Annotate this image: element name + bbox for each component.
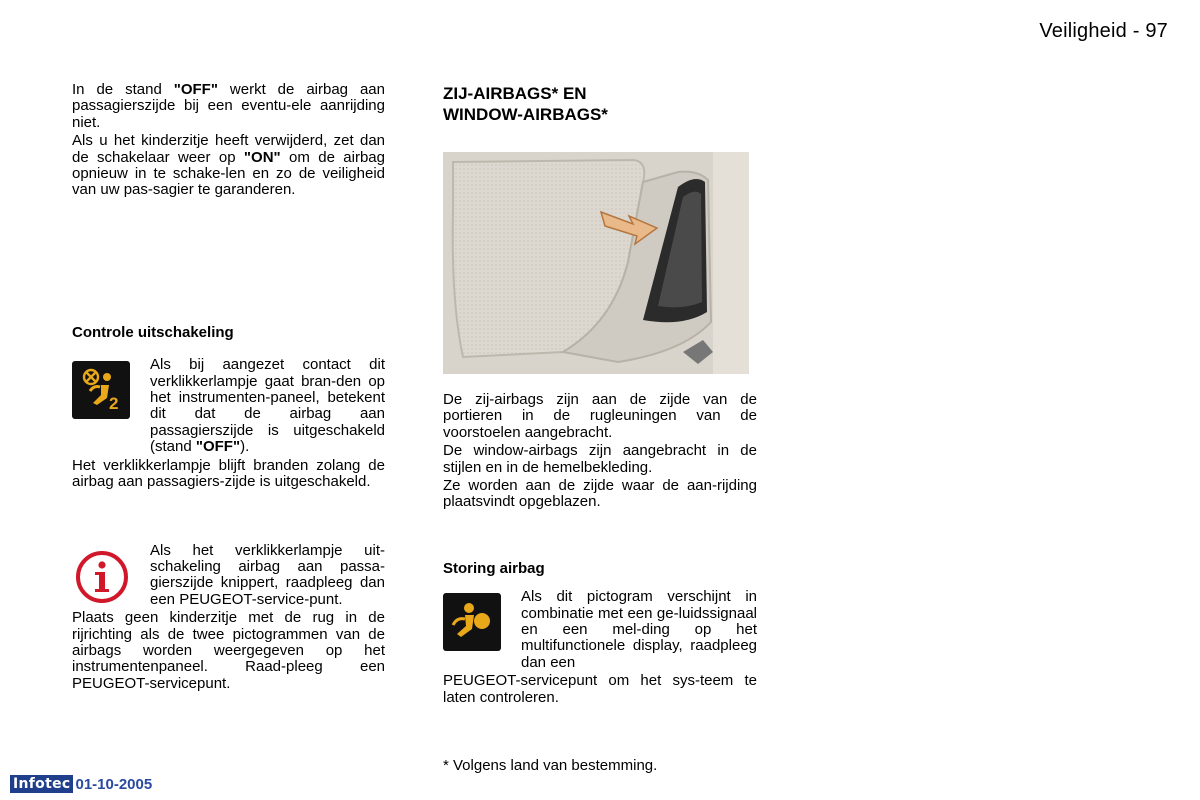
side-airbag-text-1: De zij-airbags zijn aan de zijde van de portieren in de rugleuningen van de voorstoelen aangebracht. [443,391,757,441]
fault-text: Als dit pictogram verschijnt in combinatie met een ge-luidssignaal en een mel-ding op het multifunctionele display, raadpleeg dan een [521,588,757,671]
info-warning-icon [74,549,130,605]
side-airbag-text-2: De window-airbags zijn aangebracht in de stijlen en in de hemelbekleding. [443,442,757,476]
on-paragraph: Als u het kinderzitje heeft verwijderd, zet dan de schakelaar weer op "ON" om de airbag opnieuw in te schake-len en zo de veiligheid van uw pas-sagier te garanderen. [72,132,385,199]
info-text: Als het verklikkerlampje uit-schakeling airbag aan passa-gierszijde knippert, raadpleeg dan een PEUGEOT-service-punt. [150,541,385,608]
control-text: Als bij aangezet contact dit verklikkerlampje gaat bran-den op het instrumenten-paneel, betekent dit dat de airbag aan passagierszijde is uitgeschakeld (stand "OFF"). [150,356,385,456]
airbag-fault-icon [443,593,501,651]
infotec-logo: Infotec [10,775,73,793]
airbag-off-warning-icon [72,361,130,419]
fault-heading: Storing airbag [443,559,545,577]
section-title-line1: ZIJ-AIRBAGS* EN [443,84,587,103]
info-text-2: Plaats geen kinderzitje met de rug in de rijrichting als de twee pictogrammen van de airbags worden weergegeven op het instrumentenpaneel. Raad-pleeg een PEUGEOT-servicepunt. [72,609,385,692]
left-column [72,82,385,694]
info-block [72,543,385,611]
control-text-2: Het verklikkerlampje blijft branden zolang de airbag aan passagiers-zijde is uitgeschakeld. [72,456,385,491]
section-title-line2: WINDOW-AIRBAGS* [443,105,608,124]
off-paragraph: In de stand "OFF" werkt de airbag aan passagierszijde bij een eventu-ele aanrijding niet. [72,81,385,131]
footnote: * Volgens land van bestemming. [443,757,658,774]
side-airbag-text-3: Ze worden aan de zijde waar de aan-rijding plaatsvindt opgeblazen. [443,477,757,511]
svg-text:2: 2 [109,394,119,414]
fault-block [443,589,757,673]
control-block [72,357,385,457]
seat-side-airbag-photo [443,152,749,374]
fault-text-2: PEUGEOT-servicepunt om het sys-teem te laten controleren. [443,672,757,706]
right-column [443,84,757,708]
footer [10,775,152,793]
footer-date: 01-10-2005 [75,775,153,793]
page-header: Veiligheid - 97 [1039,20,1168,42]
control-heading: Controle uitschakeling [72,323,234,341]
